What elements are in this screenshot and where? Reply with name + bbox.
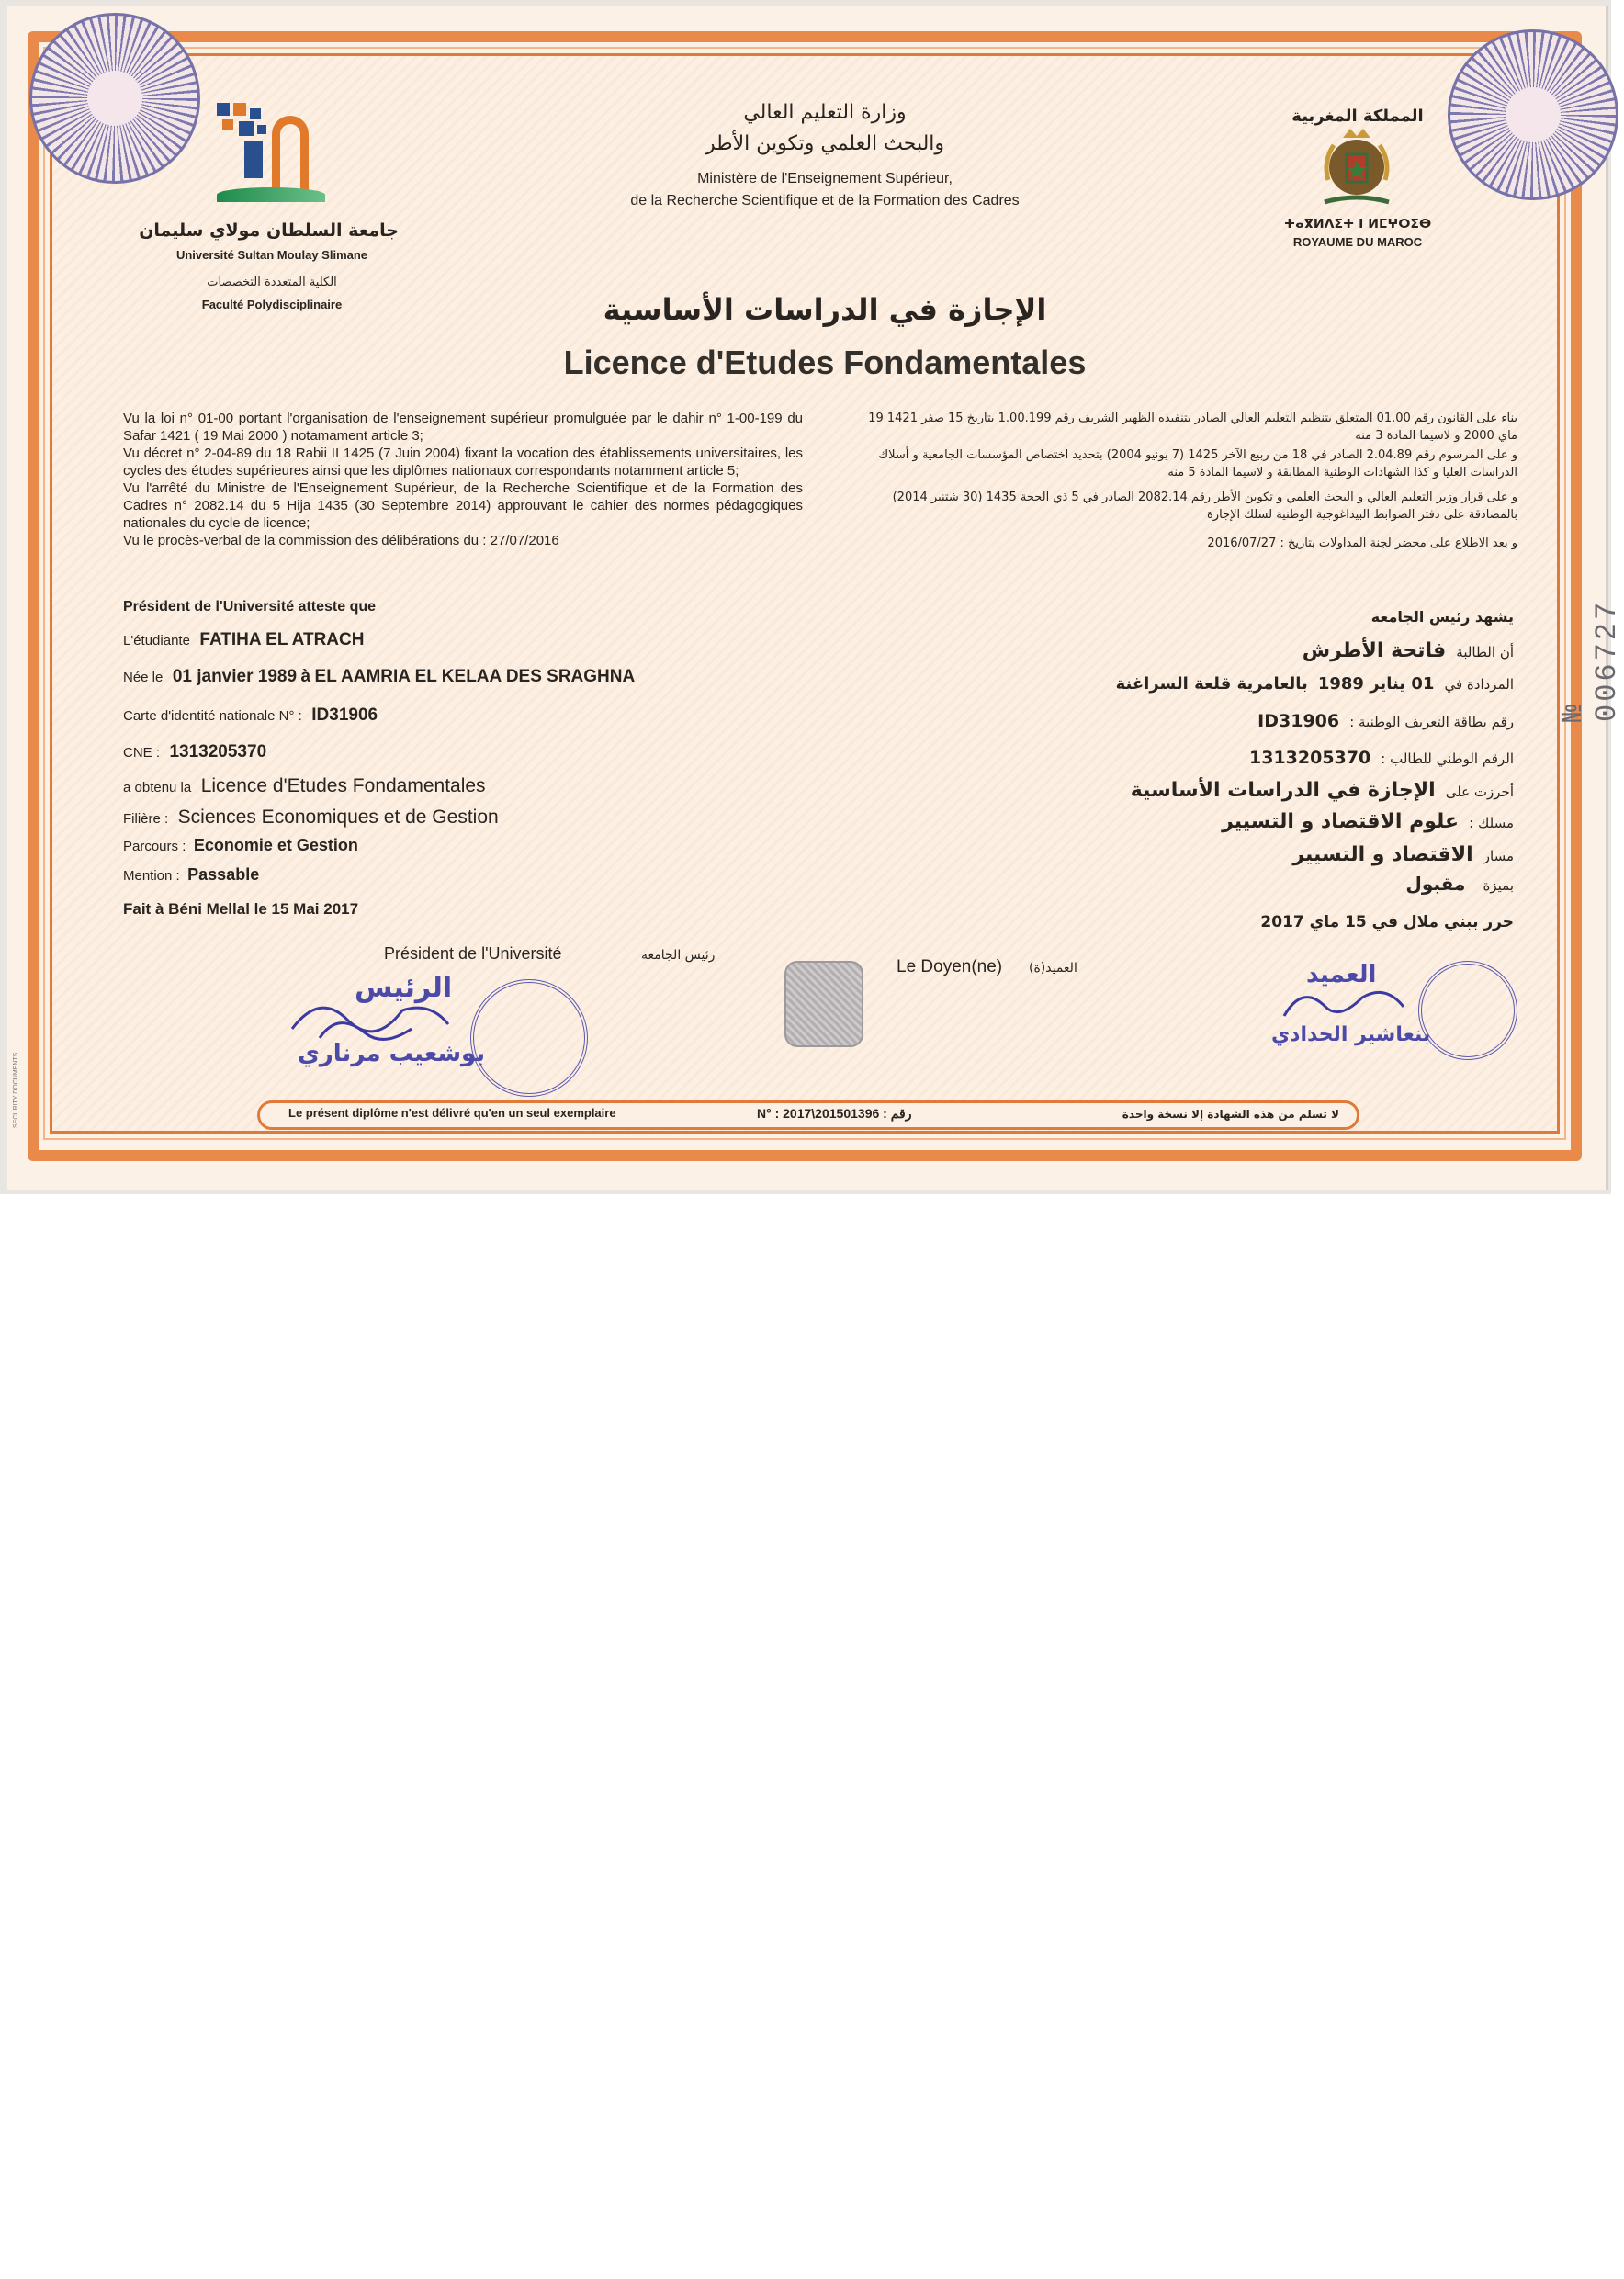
university-logo-icon xyxy=(217,103,325,211)
cin-line-ar xyxy=(926,711,1514,731)
parcours-value-fr: Economie et Gestion xyxy=(193,836,358,854)
dean-label-fr: Le Doyen(ne) xyxy=(897,957,1003,976)
filiere-label-ar: مسلك : xyxy=(1469,815,1514,831)
filiere-line-ar xyxy=(926,810,1514,833)
royal-emblem-icon xyxy=(1319,125,1394,209)
ministry-name-ar-1: وزارة التعليم العالي xyxy=(743,101,907,124)
preamble-ar-law: بناء على القانون رقم 01.00 المتعلق بتنظيم التعليم العالي الصادر بتنفيذه الظهير الشريف رقم 1.00.199 بتاريخ 15 صفر 1421 19 ماي 2000 و لاسيما المادة 3 منه xyxy=(868,412,1517,443)
born-at-fr: à xyxy=(300,667,311,686)
cin-line-fr xyxy=(123,705,378,726)
obtained-label-fr: a obtenu la xyxy=(123,780,192,795)
born-label-ar: المزدادة في xyxy=(1444,676,1514,693)
president-name-ar: بوشعيب مرناري xyxy=(298,1040,486,1067)
footer-number: N° : 2017\201501396 : رقم xyxy=(757,1106,912,1121)
ministry-name-fr-1: Ministère de l'Enseignement Supérieur, xyxy=(697,171,953,186)
born-label-fr: Née le xyxy=(123,670,164,685)
preamble-fr-order: Vu l'arrêté du Ministre de l'Enseignement Supérieur, de la Recherche Scientifique et de la Formation des Cadres n° 2082.14 du 5 Hija 1435 (30 Septembre 2014) approuvant le cahier des normes pédagogiques nationales du cycle de licence; xyxy=(123,480,803,531)
preamble-ar-minutes: و بعد الاطلاع على محضر لجنة المداولات بتاريخ : 2016/07/27 xyxy=(1207,536,1517,550)
obtained-value-ar: الإجازة في الدراسات الأساسية xyxy=(1130,779,1436,802)
student-label-ar: أن الطالبة xyxy=(1456,644,1514,660)
parcours-line-fr xyxy=(123,836,358,855)
dean-title-ar: العميد xyxy=(1306,961,1377,988)
cin-value-ar: ID31906 xyxy=(1257,711,1340,731)
diploma-title-ar: الإجازة في الدراسات الأساسية xyxy=(603,292,1047,327)
president-title-ar: الرئيس xyxy=(355,972,453,1004)
dean-label-ar: العميد(ة) xyxy=(1029,961,1077,976)
birth-line-ar xyxy=(926,674,1514,694)
student-label-fr: L'étudiante xyxy=(123,633,190,649)
kingdom-name-ar: المملكة المغربية xyxy=(1291,107,1424,126)
cne-label-ar: الرقم الوطني للطالب : xyxy=(1381,750,1514,767)
diploma-sheet xyxy=(7,6,1624,1190)
kingdom-name-tifinagh: ⵜⴰⴳⵍⴷⵉⵜ ⵏ ⵍⵎⵖⵔⵉⴱ xyxy=(1283,217,1432,231)
preamble-fr-decree: Vu décret n° 2-04-89 du 18 Rabii II 1425 (7 Juin 2004) fixant la vocation des établissements universitaires, les cycles des études supérieures ainsi que les diplômes nationaux correspondants notamment article 5; xyxy=(123,446,803,479)
cne-value-fr: 1313205370 xyxy=(169,742,267,762)
cin-label-fr: Carte d'identité nationale N° : xyxy=(123,708,302,724)
diploma-title-fr: Licence d'Etudes Fondamentales xyxy=(563,344,1087,381)
university-name-fr: Université Sultan Moulay Slimane xyxy=(175,248,368,262)
obtained-value-fr: Licence d'Etudes Fondamentales xyxy=(200,775,486,796)
done-at-fr: Fait à Béni Mellal le 15 Mai 2017 xyxy=(123,900,359,918)
footer-unique-fr: Le présent diplôme n'est délivré qu'en un seul exemplaire xyxy=(288,1106,616,1120)
preamble-fr xyxy=(123,410,803,549)
side-note: SECURITY DOCUMENTS xyxy=(13,1052,19,1128)
kingdom-name-fr: ROYAUME DU MAROC xyxy=(1292,235,1423,249)
dean-name-ar: بنعاشير الحدادي xyxy=(1271,1023,1431,1046)
mention-line-fr xyxy=(123,865,259,885)
born-date-ar: 01 يناير 1989 xyxy=(1317,674,1435,694)
parcours-line-ar xyxy=(926,843,1514,866)
mention-line-ar xyxy=(926,873,1514,895)
student-name-fr: FATIHA EL ATRACH xyxy=(199,630,365,649)
preamble-ar-decree: و على المرسوم رقم 2.04.89 الصادر في 18 من ربيع الآخر 1425 (7 يونيو 2004) بتحديد اختصاص المؤسسات الجامعية و أسلاك الدراسات العليا و كذا الشهادات الوطنية المطابقة و لاسيما المادة 5 منه xyxy=(878,448,1517,479)
serial-number: № 006727 xyxy=(1556,599,1624,722)
born-place-ar: بالعامرية قلعة السراغنة xyxy=(1115,674,1308,694)
president-stamp-icon xyxy=(470,979,588,1097)
parcours-label-fr: Parcours : xyxy=(123,839,186,854)
ministry-name-ar-2: والبحث العلمي وتكوين الأطر xyxy=(705,132,945,155)
preamble-ar-order: و على قرار وزير التعليم العالي و البحث العلمي و تكوين الأطر رقم 2082.14 الصادر في 5 ذي الحجة 1435 (30 شتنبر 2014) بالمصادقة على دفتر الضوابط البيداغوجية الوطنية لسلك الإجازة xyxy=(892,491,1517,522)
student-name-ar: فاتحة الأطرش xyxy=(1302,639,1447,662)
preamble-fr-law: Vu la loi n° 01-00 portant l'organisation de l'enseignement supérieur promulguée par le dahir n° 1-00-199 du Safar 1421 ( 19 Mai 2000 ) notamament article 3; xyxy=(123,411,803,444)
cne-line-fr xyxy=(123,742,266,762)
student-line-fr xyxy=(123,630,364,650)
born-place-fr: EL AAMRIA EL KELAA DES SRAGHNA xyxy=(314,667,636,686)
cin-label-ar: رقم بطاقة التعريف الوطنية : xyxy=(1349,714,1514,730)
faculty-name-ar: الكلية المتعددة التخصصات xyxy=(207,276,337,289)
rosette-right-icon xyxy=(1448,29,1618,200)
mention-label-fr: Mention : xyxy=(123,868,180,884)
parcours-value-ar: الاقتصاد و التسيير xyxy=(1292,843,1473,866)
cin-value-fr: ID31906 xyxy=(311,705,378,725)
filiere-value-ar: علوم الاقتصاد و التسيير xyxy=(1222,810,1460,833)
ministry-name-fr-2: de la Recherche Scientifique et de la Formation des Cadres xyxy=(630,193,1020,209)
filiere-value-fr: Sciences Economiques et de Gestion xyxy=(177,807,499,828)
preamble-fr-minutes: Vu le procès-verbal de la commission des délibérations du : 27/07/2016 xyxy=(123,533,559,548)
mention-value-ar: مقبول xyxy=(1405,873,1466,895)
preamble-ar xyxy=(862,410,1517,552)
obtained-line-fr xyxy=(123,775,486,797)
footer-unique-ar: لا تسلم من هذه الشهادة إلا نسخة واحدة xyxy=(1122,1108,1339,1121)
done-at-ar: حرر ببني ملال في 15 ماي 2017 xyxy=(1260,913,1514,931)
student-line-ar xyxy=(926,639,1514,662)
faculty-name-fr: Faculté Polydisciplinaire xyxy=(201,298,343,311)
cne-line-ar xyxy=(926,748,1514,768)
attest-ar: يشهد رئيس الجامعة xyxy=(1370,608,1514,626)
president-label-fr: Président de l'Université xyxy=(384,944,562,963)
cne-value-ar: 1313205370 xyxy=(1249,748,1371,768)
university-name-ar: جامعة السلطان مولاي سليمان xyxy=(139,220,399,241)
hologram-seal-icon xyxy=(784,961,863,1047)
dean-stamp-icon xyxy=(1418,961,1517,1060)
rosette-left-icon xyxy=(29,13,200,184)
mention-label-ar: بميزة xyxy=(1483,877,1514,894)
obtained-line-ar xyxy=(926,779,1514,802)
birth-line-fr xyxy=(123,667,635,687)
filiere-line-fr xyxy=(123,807,499,829)
cne-label-fr: CNE : xyxy=(123,745,161,761)
president-label-ar: رئيس الجامعة xyxy=(641,948,716,963)
parcours-label-ar: مسار xyxy=(1483,848,1514,864)
filiere-label-fr: Filière : xyxy=(123,811,169,827)
mention-value-fr: Passable xyxy=(187,865,260,884)
born-date-fr: 01 janvier 1989 xyxy=(172,667,298,686)
obtained-label-ar: أحرزت على xyxy=(1445,784,1514,800)
attest-fr: Président de l'Université atteste que xyxy=(123,599,377,615)
